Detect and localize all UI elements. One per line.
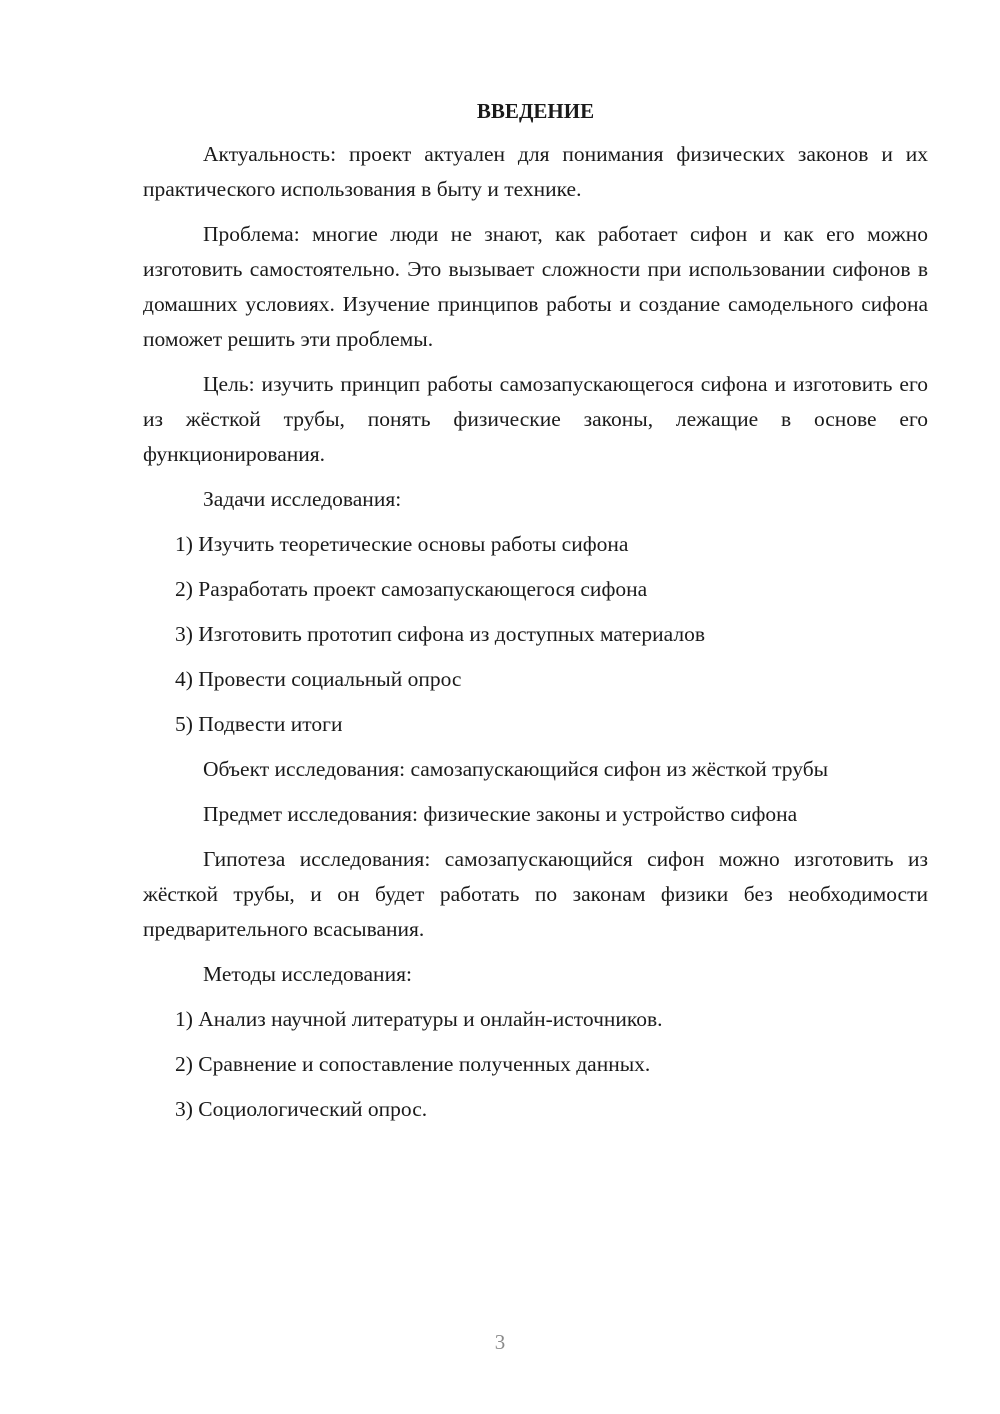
goal-paragraph: Цель: изучить принцип работы самозапускающегося сифона и изготовить его из жёсткой трубы, понять физические законы, лежащие в основе его функционирования. — [143, 372, 928, 466]
list-item: 1) Анализ научной литературы и онлайн-источников. — [175, 1007, 663, 1031]
methods-heading: Методы исследования: — [203, 962, 412, 986]
list-item: 3) Социологический опрос. — [175, 1097, 428, 1121]
object-line: Объект исследования: самозапускающийся сифон из жёсткой трубы — [203, 757, 829, 781]
problem-paragraph: Проблема: многие люди не знают, как работает сифон и как его можно изготовить самостоятельно. Это вызывает сложности при использовании сифонов в домашних условиях. Изучение принципов работы и создание самодельного сифона поможет решить эти проблемы. — [143, 222, 928, 351]
tasks-list — [143, 527, 928, 742]
page-content — [143, 95, 928, 1137]
page-number: 3 — [494, 1330, 506, 1354]
subject-line: Предмет исследования: физические законы и устройство сифона — [203, 802, 798, 826]
hypothesis-paragraph: Гипотеза исследования: самозапускающийся сифон можно изготовить из жёсткой трубы, и он будет работать по законам физики без необходимости предварительного всасывания. — [143, 847, 928, 941]
methods-list — [143, 1002, 928, 1127]
tasks-heading: Задачи исследования: — [203, 487, 402, 511]
section-title: ВВЕДЕНИЕ — [476, 99, 595, 123]
list-item: 4) Провести социальный опрос — [175, 667, 462, 691]
list-item: 3) Изготовить прототип сифона из доступных материалов — [175, 622, 705, 646]
list-item: 2) Разработать проект самозапускающегося сифона — [175, 577, 648, 601]
list-item: 5) Подвести итоги — [175, 712, 343, 736]
list-item: 1) Изучить теоретические основы работы сифона — [175, 532, 629, 556]
list-item: 2) Сравнение и сопоставление полученных данных. — [175, 1052, 651, 1076]
actuality-paragraph: Актуальность: проект актуален для понимания физических законов и их практического использования в быту и технике. — [143, 142, 928, 201]
